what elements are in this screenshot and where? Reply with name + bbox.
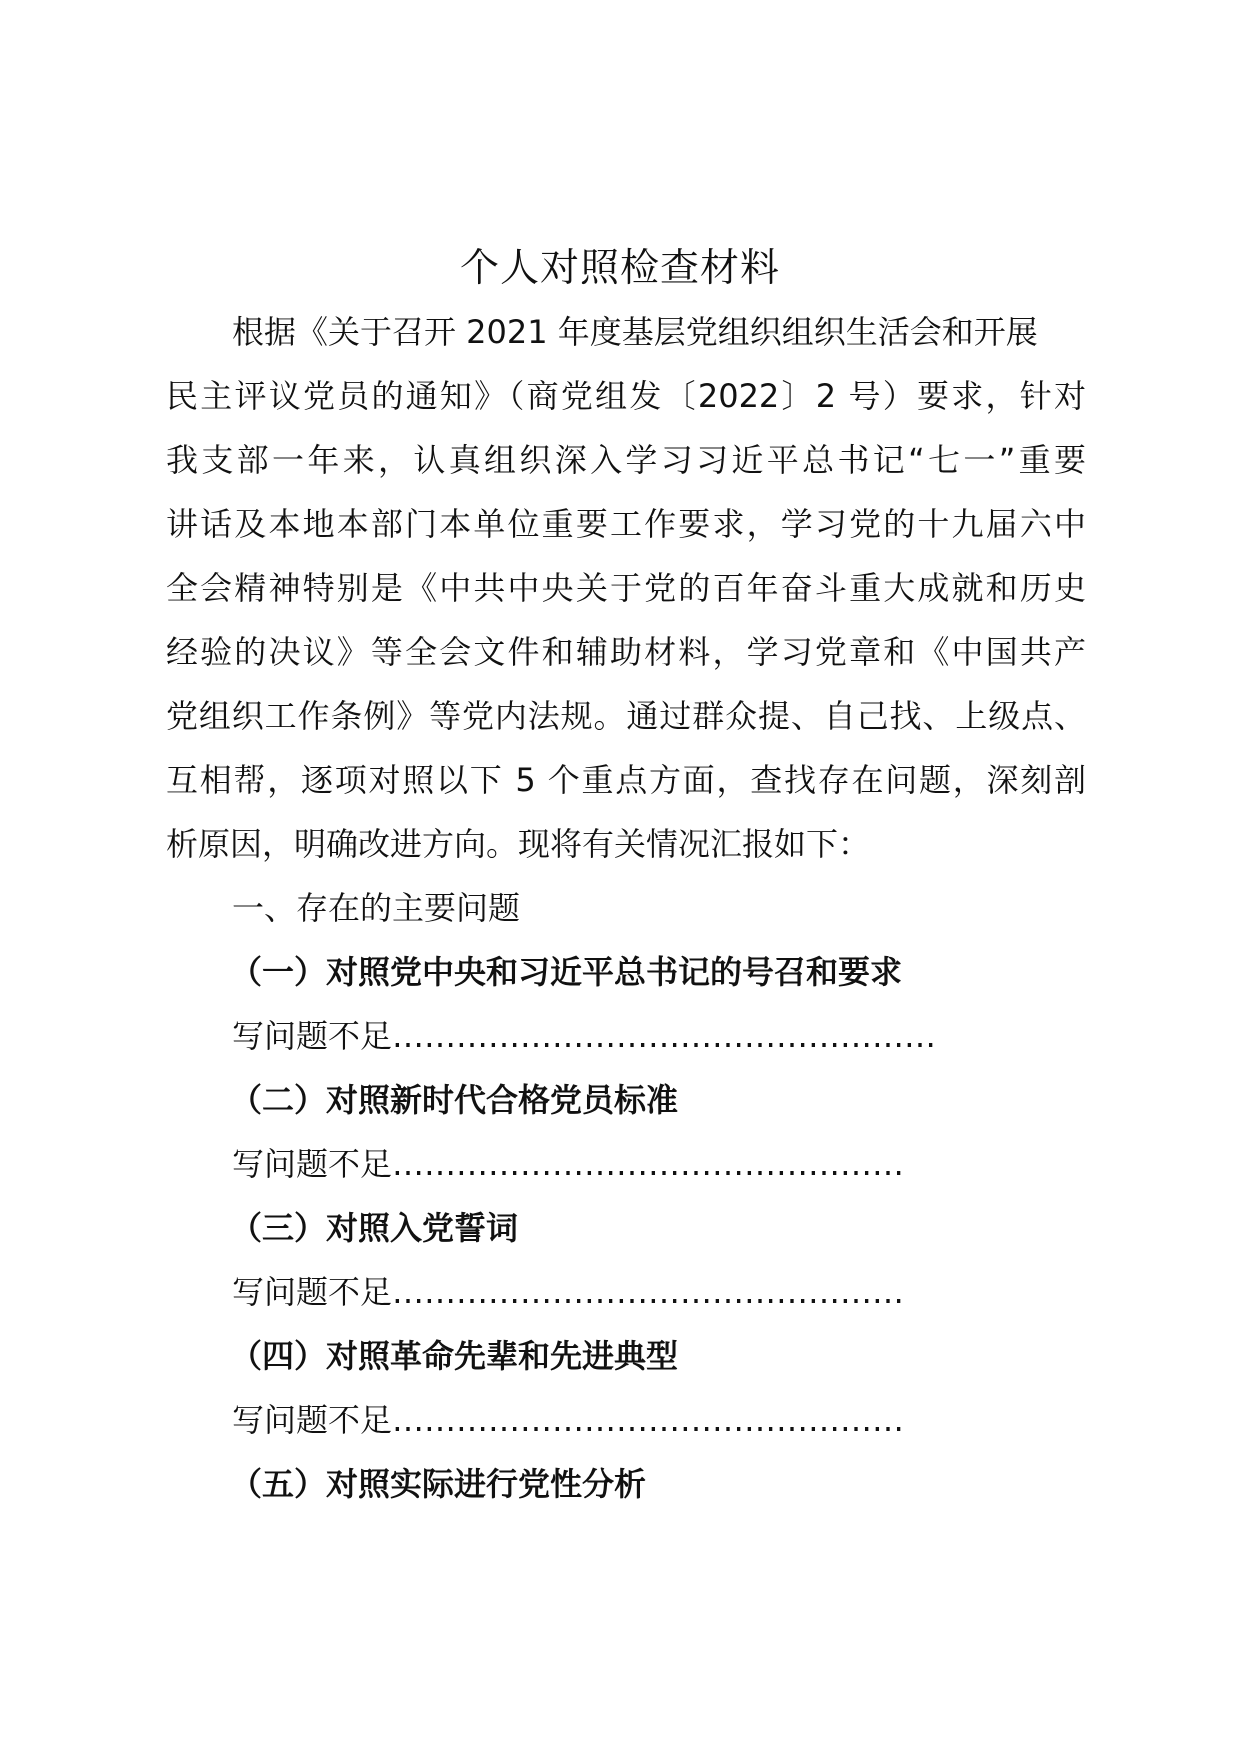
intro-line: 民主评议党员的通知》（商党组发〔2022〕2 号）要求，针对 [166, 377, 1086, 415]
intro-line: 讲话及本地本部门本单位重要工作要求，学习党的十九届六中 [166, 505, 1086, 543]
document-title: 个人对照检查材料 [459, 246, 780, 291]
subsection-note: 写问题不足………………………………………… [232, 1273, 905, 1311]
subsection-heading: （一）对照党中央和习近平总书记的号召和要求 [230, 953, 903, 991]
subsection-heading: （三）对照入党誓词 [230, 1209, 519, 1247]
subsection-heading: （五）对照实际进行党性分析 [230, 1465, 647, 1503]
subsection-note: 写问题不足…………………………………………… [232, 1017, 937, 1055]
intro-line: 经验的决议》等全会文件和辅助材料，学习党章和《中国共产 [166, 633, 1086, 671]
subsection-note: 写问题不足………………………………………… [232, 1145, 905, 1183]
intro-line: 全会精神特别是《中共中央关于党的百年奋斗重大成就和历史 [166, 569, 1086, 607]
subsection-note: 写问题不足………………………………………… [232, 1401, 905, 1439]
section-heading: 一、存在的主要问题 [232, 889, 521, 927]
subsection-heading: （四）对照革命先辈和先进典型 [230, 1337, 679, 1375]
intro-line: 根据《关于召开 2021 年度基层党组织组织生活会和开展 [232, 313, 1038, 351]
subsection-heading: （二）对照新时代合格党员标准 [230, 1081, 679, 1119]
intro-line: 党组织工作条例》等党内法规。通过群众提、自己找、上级点、 [166, 697, 1086, 735]
intro-line: 我支部一年来，认真组织深入学习习近平总书记“七一”重要 [166, 441, 1086, 479]
intro-line: 析原因，明确改进方向。现将有关情况汇报如下： [166, 825, 871, 863]
intro-line: 互相帮，逐项对照以下 5 个重点方面，查找存在问题，深刻剖 [166, 761, 1086, 799]
